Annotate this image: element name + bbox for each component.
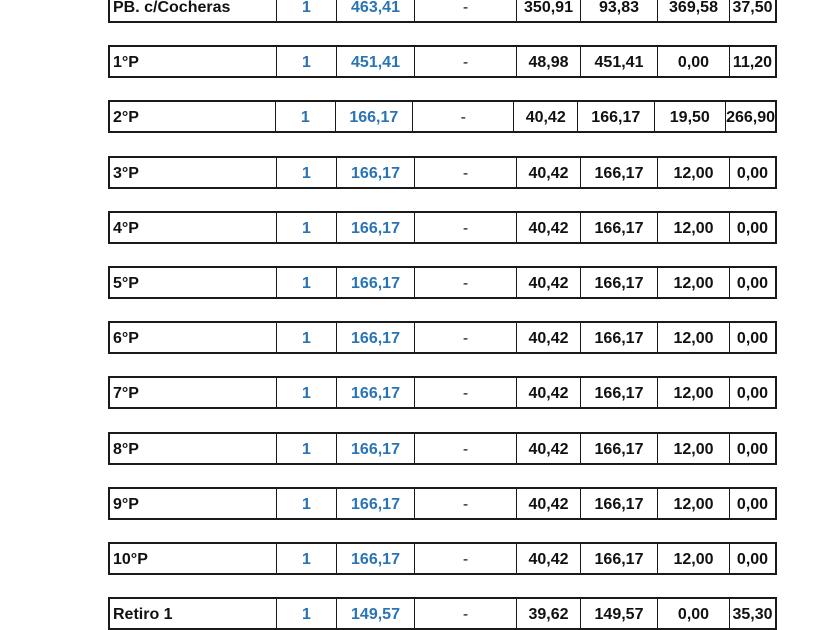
quantity-cell: 1: [276, 378, 336, 407]
floor-label: 5°P: [113, 275, 139, 292]
value-cell-3: 12,00: [657, 378, 729, 407]
floor-label: 1°P: [113, 54, 139, 72]
value-cell-4: 0,00: [729, 434, 775, 463]
area-cell: 166,17: [335, 102, 413, 131]
floor-label: 2°P: [113, 109, 139, 127]
value-cell-1: 48,98: [516, 47, 580, 76]
quantity-cell: 1: [275, 102, 335, 131]
quantity-cell: 1: [276, 434, 336, 463]
floor-label: Retiro 1: [113, 606, 173, 624]
value-cell-4: 37,50: [729, 0, 775, 21]
quantity-cell: 1: [276, 489, 336, 518]
floor-label: 6°P: [113, 330, 139, 348]
value-cell-2: 166,17: [580, 268, 657, 297]
dash-cell: -: [414, 378, 516, 407]
value-cell-2: 149,57: [580, 599, 657, 628]
value-cell-4: 35,30: [729, 599, 775, 628]
table-row: [108, 156, 777, 189]
dash-cell: -: [414, 158, 516, 187]
area-cell: 166,17: [336, 268, 414, 297]
table-row: [108, 45, 777, 78]
floor-label: 8°P: [113, 440, 139, 458]
value-cell-1: 40,42: [516, 158, 580, 187]
value-cell-3: 19,50: [654, 102, 726, 131]
area-cell: 166,17: [336, 213, 414, 242]
value-cell-1: 40,42: [516, 489, 580, 518]
quantity-cell: 1: [276, 323, 336, 352]
floor-label: PB. c/Cocheras: [113, 0, 231, 16]
value-cell-4: 0,00: [729, 323, 775, 352]
floor-label: 10°P: [113, 551, 148, 568]
table-row: [108, 321, 777, 354]
area-cell: 166,17: [336, 158, 414, 187]
value-cell-4: 266,90: [725, 102, 775, 131]
floor-label: 9°P: [113, 495, 139, 513]
value-cell-3: 12,00: [657, 544, 729, 573]
value-cell-3: 12,00: [657, 158, 729, 187]
value-cell-2: 166,17: [580, 434, 657, 463]
floor-label: 3°P: [113, 164, 139, 182]
dash-cell: -: [414, 544, 516, 573]
dash-cell: -: [414, 323, 516, 352]
table-row: [108, 376, 777, 409]
quantity-cell: 1: [276, 0, 336, 21]
value-cell-3: 0,00: [657, 599, 729, 628]
value-cell-2: 166,17: [580, 544, 657, 573]
value-cell-1: 40,42: [513, 102, 577, 131]
value-cell-2: 166,17: [580, 323, 657, 352]
area-cell: 166,17: [336, 544, 414, 573]
value-cell-3: 12,00: [657, 434, 729, 463]
quantity-cell: 1: [276, 599, 336, 628]
dash-cell: -: [412, 102, 513, 131]
value-cell-2: 166,17: [580, 213, 657, 242]
table-row: [108, 211, 777, 244]
value-cell-4: 0,00: [729, 378, 775, 407]
dash-cell: -: [414, 434, 516, 463]
value-cell-4: 0,00: [729, 489, 775, 518]
dash-cell: -: [414, 268, 516, 297]
value-cell-3: 12,00: [657, 213, 729, 242]
table-row: [108, 100, 777, 133]
floor-label: 7°P: [113, 385, 139, 403]
quantity-cell: 1: [276, 158, 336, 187]
table-row: [108, 266, 777, 299]
value-cell-3: 12,00: [657, 489, 729, 518]
value-cell-4: 0,00: [729, 544, 775, 573]
value-cell-2: 166,17: [577, 102, 654, 131]
table-row: [108, 0, 777, 23]
table-row: [108, 542, 777, 575]
value-cell-2: 451,41: [580, 47, 657, 76]
value-cell-3: 12,00: [657, 268, 729, 297]
value-cell-3: 369,58: [657, 0, 729, 21]
value-cell-1: 40,42: [516, 434, 580, 463]
area-cell: 149,57: [336, 599, 414, 628]
area-cell: 451,41: [336, 47, 414, 76]
value-cell-3: 0,00: [657, 47, 729, 76]
area-cell: 166,17: [336, 378, 414, 407]
value-cell-4: 0,00: [729, 268, 775, 297]
area-cell: 166,17: [336, 323, 414, 352]
floor-label: 4°P: [113, 219, 139, 237]
value-cell-1: 39,62: [516, 599, 580, 628]
quantity-cell: 1: [276, 213, 336, 242]
dash-cell: -: [414, 213, 516, 242]
quantity-cell: 1: [276, 268, 336, 297]
value-cell-1: 40,42: [516, 544, 580, 573]
quantity-cell: 1: [276, 47, 336, 76]
dash-cell: -: [414, 489, 516, 518]
dash-cell: -: [414, 47, 516, 76]
table-row: [108, 487, 777, 520]
quantity-cell: 1: [276, 544, 336, 573]
area-cell: 166,17: [336, 489, 414, 518]
value-cell-1: 40,42: [516, 323, 580, 352]
table-row: [108, 432, 777, 465]
dash-cell: -: [414, 599, 516, 628]
value-cell-4: 0,00: [729, 158, 775, 187]
value-cell-4: 11,20: [729, 47, 775, 76]
value-cell-1: 40,42: [516, 378, 580, 407]
value-cell-2: 93,83: [580, 0, 657, 21]
value-cell-2: 166,17: [580, 489, 657, 518]
table-row: [108, 597, 777, 630]
value-cell-1: 40,42: [516, 213, 580, 242]
value-cell-2: 166,17: [580, 378, 657, 407]
value-cell-1: 350,91: [516, 0, 580, 21]
area-cell: 166,17: [336, 434, 414, 463]
value-cell-4: 0,00: [729, 213, 775, 242]
value-cell-3: 12,00: [657, 323, 729, 352]
value-cell-1: 40,42: [516, 268, 580, 297]
area-cell: 463,41: [336, 0, 414, 21]
dash-cell: -: [414, 0, 516, 21]
value-cell-2: 166,17: [580, 158, 657, 187]
